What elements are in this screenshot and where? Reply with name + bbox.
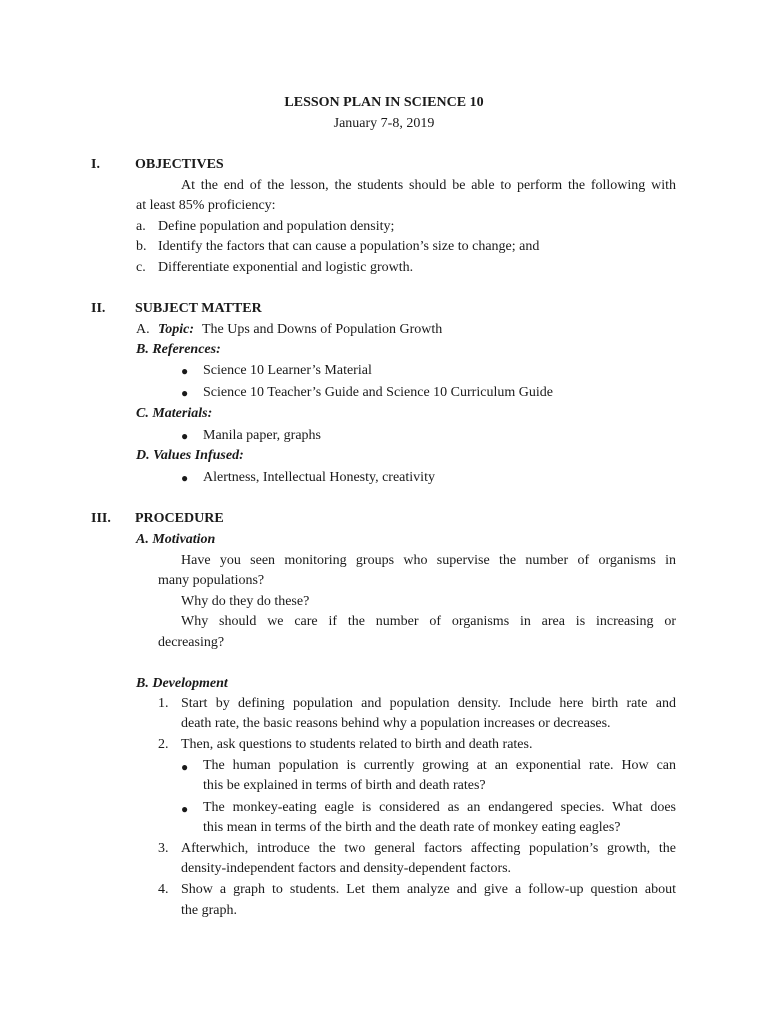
development-step-line2: death rate, the basic reasons behind why a population increases or decreases.: [181, 716, 611, 731]
objective-marker: b.: [136, 239, 147, 254]
development-step-marker: 4.: [158, 882, 169, 897]
objective-item: Define population and population density;: [158, 219, 395, 234]
development-subquestion-line1: The human population is currently growing at an exponential rate. How can: [203, 758, 676, 773]
motivation-question-line2: decreasing?: [158, 635, 225, 650]
development-subquestion-line1: The monkey-eating eagle is considered as an endangered species. What does: [203, 800, 676, 815]
objectives-intro-line1: At the end of the lesson, the students should be able to perform the following with: [181, 178, 676, 193]
development-step-line1: Afterwhich, introduce the two general factors affecting population’s growth, the: [181, 841, 676, 856]
document-title: LESSON PLAN IN SCIENCE 10: [284, 95, 484, 110]
objectives-intro-line2: at least 85% proficiency:: [136, 198, 276, 213]
development-step-marker: 2.: [158, 737, 169, 752]
development-step-line1: Start by defining population and population density. Include here birth rate and: [181, 696, 676, 711]
bullet-icon: ●: [181, 471, 189, 485]
objective-item: Differentiate exponential and logistic growth.: [158, 260, 414, 275]
motivation-question-line1: Have you seen monitoring groups who supervise the number of organisms in: [181, 553, 676, 568]
bullet-icon: ●: [181, 760, 189, 774]
material-item: Manila paper, graphs: [203, 428, 322, 443]
references-label: B. References:: [136, 342, 221, 357]
bullet-icon: ●: [181, 364, 189, 378]
development-subquestion-line2: this mean in terms of the birth and the death rate of monkey eating eagles?: [203, 820, 621, 835]
motivation-label: A. Motivation: [136, 532, 216, 547]
section-numeral-procedure: III.: [91, 511, 111, 526]
section-numeral-objectives: I.: [91, 157, 100, 172]
motivation-question-line1: Why should we care if the number of organisms in area is increasing or: [181, 614, 676, 629]
section-heading-objectives: OBJECTIVES: [135, 157, 224, 172]
materials-label: C. Materials:: [136, 406, 213, 421]
bullet-icon: ●: [181, 429, 189, 443]
topic-marker: A.: [136, 322, 150, 337]
reference-item: Science 10 Learner’s Material: [203, 363, 372, 378]
bullet-icon: ●: [181, 802, 189, 816]
section-heading-subject-matter: SUBJECT MATTER: [135, 301, 262, 316]
development-step-line2: density-independent factors and density-dependent factors.: [181, 861, 512, 876]
development-step-marker: 1.: [158, 696, 169, 711]
development-subquestion-line2: this be explained in terms of birth and death rates?: [203, 778, 486, 793]
values-label: D. Values Infused:: [136, 448, 244, 463]
development-label: B. Development: [136, 676, 228, 691]
reference-item: Science 10 Teacher’s Guide and Science 10 Curriculum Guide: [203, 385, 553, 400]
objective-item: Identify the factors that can cause a population’s size to change; and: [158, 239, 540, 254]
motivation-question-line2: many populations?: [158, 573, 265, 588]
document-date: January 7-8, 2019: [333, 116, 435, 131]
development-step-line1: Then, ask questions to students related to birth and death rates.: [181, 737, 533, 752]
objective-marker: c.: [136, 260, 146, 275]
section-numeral-subject-matter: II.: [91, 301, 106, 316]
motivation-question: Why do they do these?: [181, 594, 310, 609]
development-step-line1: Show a graph to students. Let them analyze and give a follow-up question about: [181, 882, 676, 897]
topic-label: Topic:: [158, 322, 195, 337]
topic-value: The Ups and Downs of Population Growth: [202, 322, 443, 337]
value-item: Alertness, Intellectual Honesty, creativity: [203, 470, 435, 485]
development-step-marker: 3.: [158, 841, 169, 856]
development-step-line2: the graph.: [181, 903, 237, 918]
bullet-icon: ●: [181, 386, 189, 400]
objective-marker: a.: [136, 219, 146, 234]
section-heading-procedure: PROCEDURE: [135, 511, 224, 526]
